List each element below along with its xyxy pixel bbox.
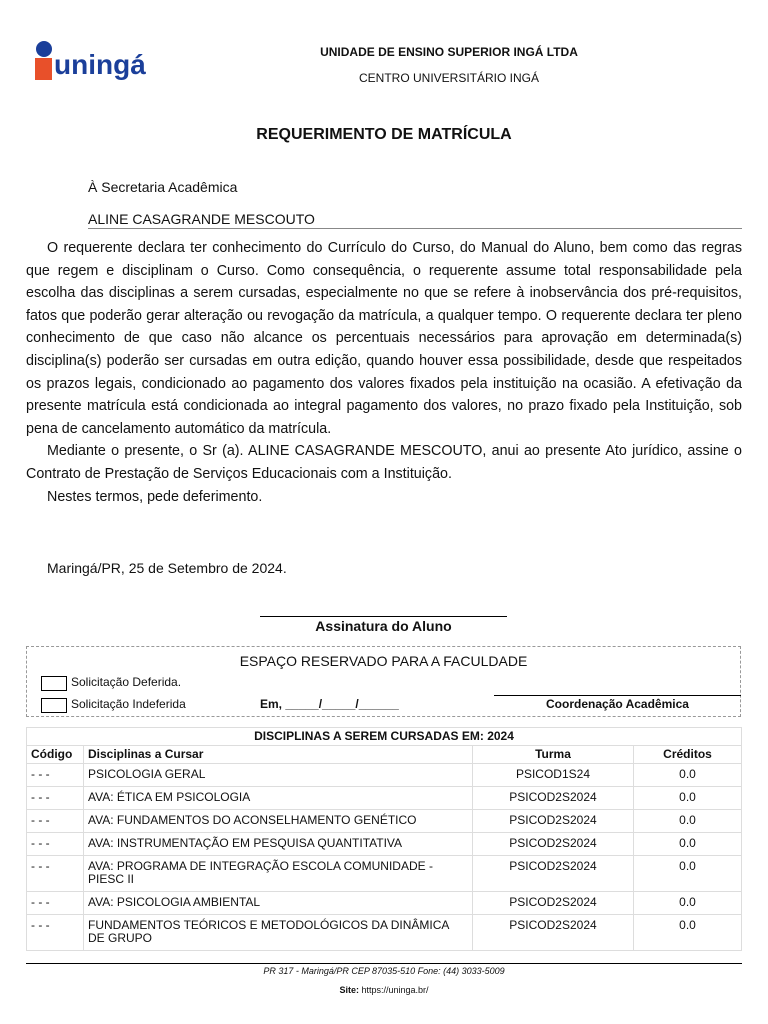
footer-divider (26, 963, 742, 964)
disciplines-caption: DISCIPLINAS A SEREM CURSADAS EM: 2024 (27, 728, 742, 746)
coordination-signature-line (494, 695, 741, 696)
reserved-title: ESPAÇO RESERVADO PARA A FACULDADE (239, 653, 528, 669)
faculty-reserved-box (26, 646, 741, 717)
footer-address: PR 317 - Maringá/PR CEP 87035-510 Fone: (44) 3033-5009 (263, 966, 505, 976)
denied-checkbox[interactable] (41, 698, 67, 713)
row-credits: 0.0 (634, 810, 742, 833)
institution-name: UNIDADE DE ENSINO SUPERIOR INGÁ LTDA (320, 45, 578, 59)
approved-checkbox[interactable] (41, 676, 67, 691)
row-turma: PSICOD2S2024 (473, 787, 634, 810)
row-code: - - - (27, 764, 84, 787)
row-credits: 0.0 (634, 915, 742, 951)
table-row (27, 833, 742, 856)
declaration-paragraph-2: Mediante o presente, o Sr (a). ALINE CASAGRANDE MESCOUTO, anui ao presente Ato jurídico, assine o Contrato de Prestação de Serviços Educacionais com a Instituição. (26, 443, 742, 482)
declaration-paragraph-3: Nestes termos, pede deferimento. (47, 488, 263, 505)
signature-label: Assinatura do Aluno (315, 618, 452, 634)
denied-label: Solicitação Indeferida (71, 697, 186, 711)
disciplines-table (26, 727, 742, 951)
addressee: À Secretaria Acadêmica (88, 179, 238, 195)
decision-date-field: Em, _____/_____/______ (260, 697, 399, 711)
site-url[interactable]: https://uninga.br/ (361, 985, 429, 995)
row-discipline: AVA: INSTRUMENTAÇÃO EM PESQUISA QUANTITATIVA (84, 833, 473, 856)
table-row (27, 892, 742, 915)
col-code: Código (27, 746, 84, 764)
row-code: - - - (27, 856, 84, 892)
col-discipline: Disciplinas a Cursar (84, 746, 473, 764)
row-turma: PSICOD1S24 (473, 764, 634, 787)
document-title: REQUERIMENTO DE MATRÍCULA (256, 126, 512, 143)
logo-text: uningá (54, 49, 146, 80)
table-row (27, 856, 742, 892)
row-discipline: AVA: FUNDAMENTOS DO ACONSELHAMENTO GENÉTICO (84, 810, 473, 833)
row-credits: 0.0 (634, 787, 742, 810)
row-discipline: AVA: PROGRAMA DE INTEGRAÇÃO ESCOLA COMUNIDADE - PIESC II (84, 856, 473, 892)
coordination-label: Coordenação Acadêmica (546, 697, 689, 711)
row-code: - - - (27, 915, 84, 951)
row-code: - - - (27, 833, 84, 856)
signature-line (260, 616, 507, 617)
row-turma: PSICOD2S2024 (473, 810, 634, 833)
table-row (27, 764, 742, 787)
row-credits: 0.0 (634, 856, 742, 892)
row-turma: PSICOD2S2024 (473, 892, 634, 915)
footer-site (0, 985, 768, 995)
row-credits: 0.0 (634, 764, 742, 787)
student-name: ALINE CASAGRANDE MESCOUTO (88, 211, 742, 229)
date-line: Maringá/PR, 25 de Setembro de 2024. (47, 560, 287, 576)
row-turma: PSICOD2S2024 (473, 833, 634, 856)
row-discipline: PSICOLOGIA GERAL (84, 764, 473, 787)
table-row (27, 915, 742, 951)
center-name: CENTRO UNIVERSITÁRIO INGÁ (358, 71, 540, 85)
row-credits: 0.0 (634, 892, 742, 915)
declaration-body (26, 237, 742, 508)
row-discipline: FUNDAMENTOS TEÓRICOS E METODOLÓGICOS DA DINÂMICA DE GRUPO (84, 915, 473, 951)
site-label: Site: (339, 985, 359, 995)
row-turma: PSICOD2S2024 (473, 915, 634, 951)
declaration-paragraph-1: O requerente declara ter conhecimento do Currículo do Curso, do Manual do Aluno, bem como das regras que regem e disciplinam o Curso. Como consequência, o requerente assume total responsabilidade pela escolha das disciplinas a serem cursadas, especialmente no que se refere à inobservância dos pré-requisitos, fatos que poderão gerar alteração ou revogação da matrícula, a qualquer tempo. O requerente declara ter pleno conhecimento de que caso não alcance os percentuais necessários para aprovação em determinada(s) disciplina(s) poderão ser cursadas em outra edição, quando houver essa possibilidade, desde que respeitados os prazos legais, condicionado ao pagamento dos valores fixados pela instituição na ocasião. A efetivação da presente matrícula está condicionada ao integral pagamento dos valores, no prazo fixado pela Instituição, sob pena de cancelamento automático da matrícula. (26, 240, 742, 437)
table-row (27, 810, 742, 833)
row-code: - - - (27, 787, 84, 810)
row-code: - - - (27, 892, 84, 915)
col-turma: Turma (473, 746, 634, 764)
col-credits: Créditos (634, 746, 742, 764)
row-credits: 0.0 (634, 833, 742, 856)
row-discipline: AVA: ÉTICA EM PSICOLOGIA (84, 787, 473, 810)
row-turma: PSICOD2S2024 (473, 856, 634, 892)
approved-label: Solicitação Deferida. (71, 675, 182, 689)
row-discipline: AVA: PSICOLOGIA AMBIENTAL (84, 892, 473, 915)
row-code: - - - (27, 810, 84, 833)
table-row (27, 787, 742, 810)
